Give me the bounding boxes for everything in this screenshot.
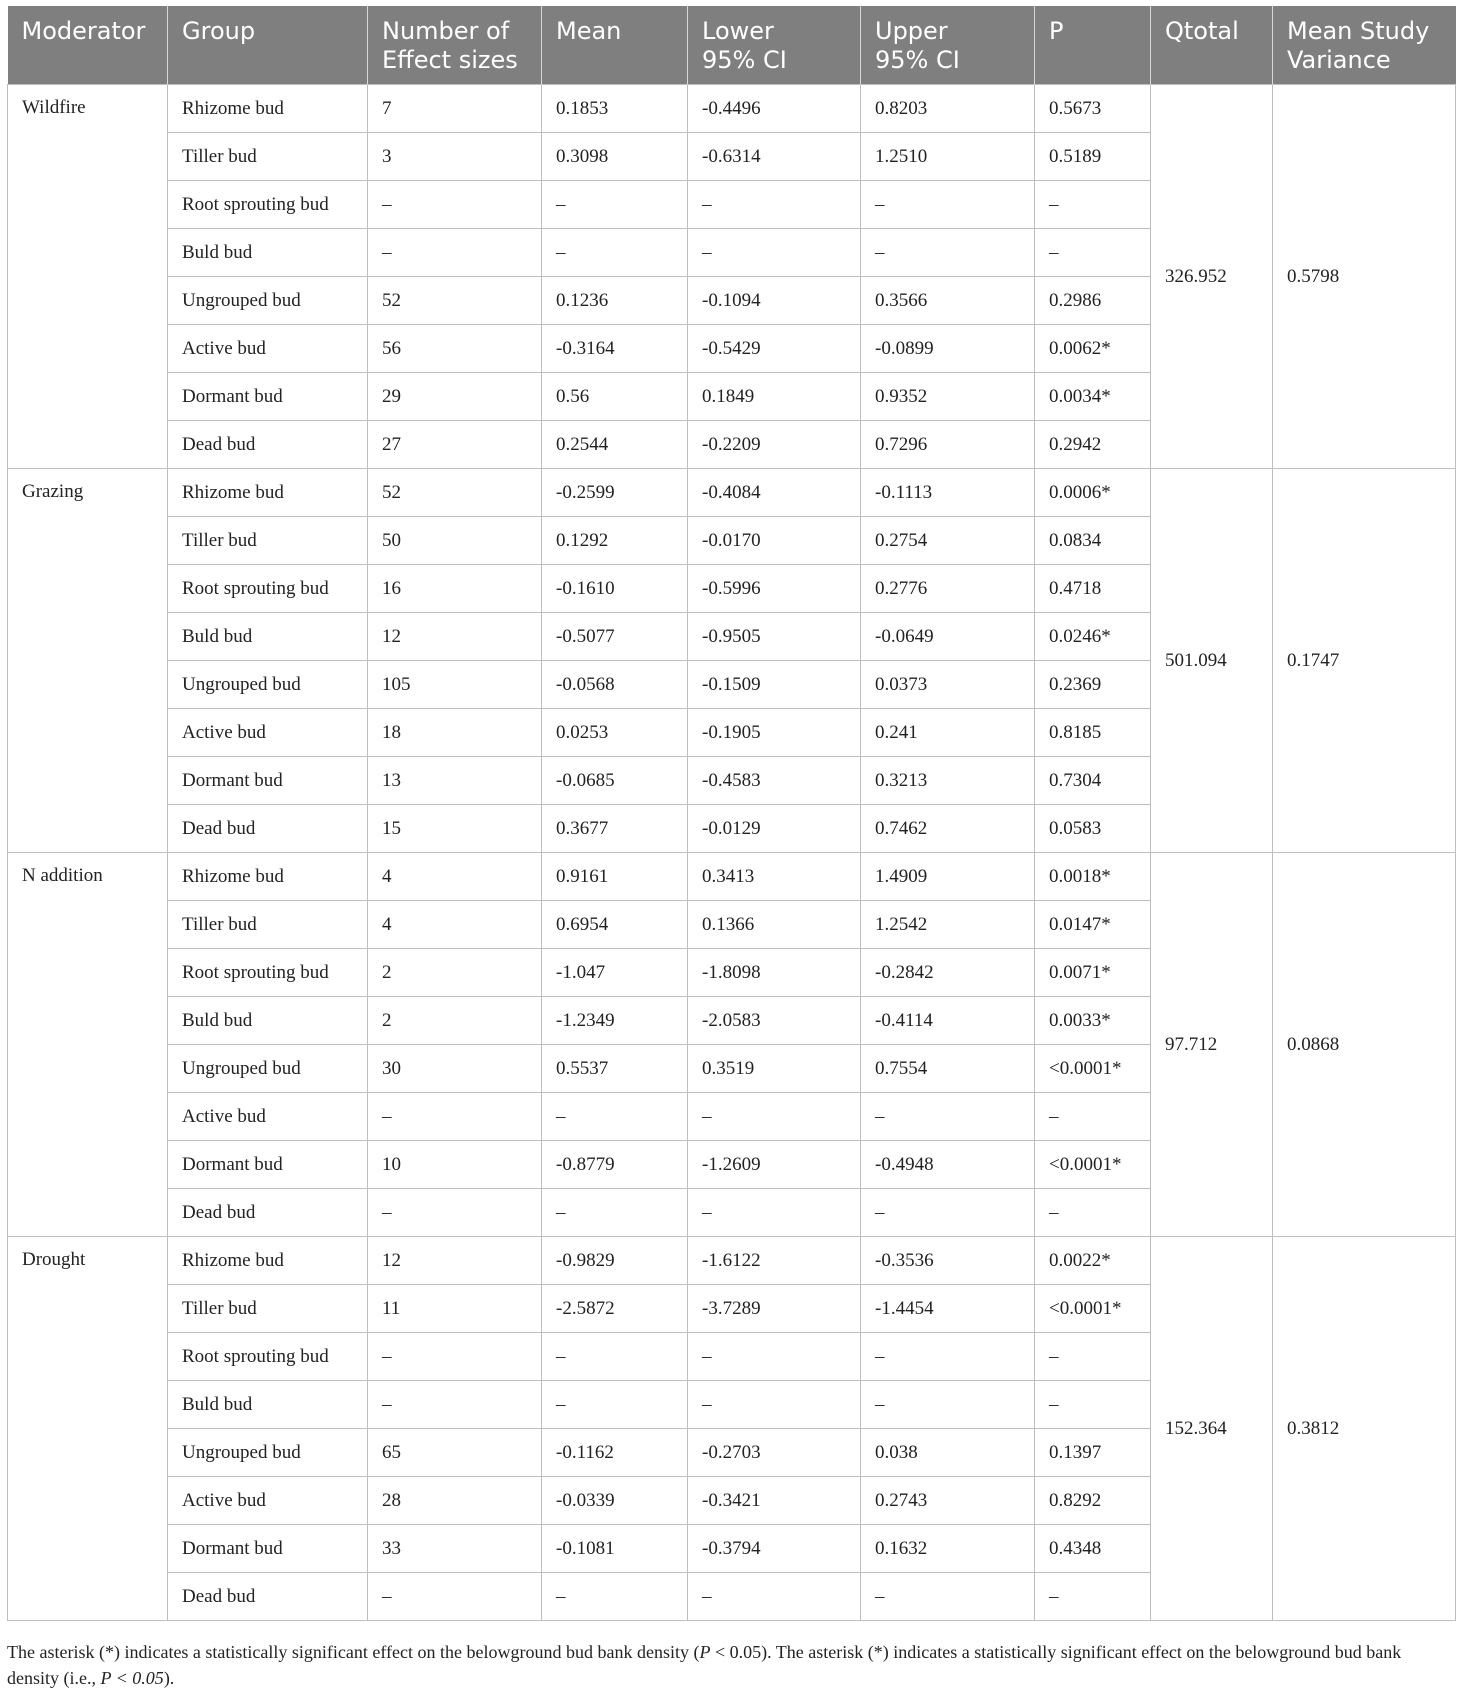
lower-ci-cell: 0.1849 <box>688 373 861 421</box>
lower-ci-cell: 0.3519 <box>688 1045 861 1093</box>
lower-ci-cell: -0.5996 <box>688 565 861 613</box>
mean-cell: -0.0568 <box>542 661 688 709</box>
upper-ci-cell: -0.2842 <box>861 949 1035 997</box>
group-cell: Tiller bud <box>168 1285 368 1333</box>
effect-sizes-cell: – <box>368 1573 542 1621</box>
mean-cell: – <box>542 1381 688 1429</box>
effect-sizes-cell: 2 <box>368 997 542 1045</box>
mean-study-variance-cell: 0.3812 <box>1273 1237 1456 1621</box>
effect-sizes-cell: 28 <box>368 1477 542 1525</box>
header-p: P <box>1035 6 1151 85</box>
lower-ci-cell: 0.1366 <box>688 901 861 949</box>
lower-ci-cell: -3.7289 <box>688 1285 861 1333</box>
p-value-cell: 0.0583 <box>1035 805 1151 853</box>
upper-ci-cell: 1.2510 <box>861 133 1035 181</box>
group-cell: Buld bud <box>168 997 368 1045</box>
effect-sizes-cell: 52 <box>368 277 542 325</box>
upper-ci-cell: -0.4114 <box>861 997 1035 1045</box>
moderator-cell: Wildfire <box>8 85 168 469</box>
mean-cell: -0.1162 <box>542 1429 688 1477</box>
group-cell: Rhizome bud <box>168 469 368 517</box>
effect-sizes-cell: – <box>368 1333 542 1381</box>
upper-ci-cell: – <box>861 1573 1035 1621</box>
upper-ci-cell: 0.7462 <box>861 805 1035 853</box>
moderator-results-table <box>7 6 1456 1621</box>
group-cell: Dormant bud <box>168 373 368 421</box>
lower-ci-cell: -0.9505 <box>688 613 861 661</box>
group-cell: Buld bud <box>168 1381 368 1429</box>
mean-cell: 0.5537 <box>542 1045 688 1093</box>
mean-cell: -2.5872 <box>542 1285 688 1333</box>
mean-cell: – <box>542 1573 688 1621</box>
group-cell: Rhizome bud <box>168 1237 368 1285</box>
lower-ci-cell: -0.0170 <box>688 517 861 565</box>
mean-study-variance-cell: 0.0868 <box>1273 853 1456 1237</box>
mean-cell: 0.6954 <box>542 901 688 949</box>
upper-ci-cell: -0.1113 <box>861 469 1035 517</box>
group-cell: Active bud <box>168 709 368 757</box>
p-value-cell: 0.8185 <box>1035 709 1151 757</box>
effect-sizes-cell: 18 <box>368 709 542 757</box>
lower-ci-cell: -0.5429 <box>688 325 861 373</box>
lower-ci-cell: -0.1905 <box>688 709 861 757</box>
effect-sizes-cell: 2 <box>368 949 542 997</box>
effect-sizes-cell: – <box>368 181 542 229</box>
p-value-cell: – <box>1035 1189 1151 1237</box>
mean-cell: 0.0253 <box>542 709 688 757</box>
lower-ci-cell: -0.0129 <box>688 805 861 853</box>
lower-ci-cell: – <box>688 1573 861 1621</box>
group-cell: Ungrouped bud <box>168 661 368 709</box>
group-cell: Buld bud <box>168 613 368 661</box>
header-upper-ci: Upper 95% CI <box>861 6 1035 85</box>
effect-sizes-cell: – <box>368 1381 542 1429</box>
effect-sizes-cell: 12 <box>368 1237 542 1285</box>
lower-ci-cell: – <box>688 1381 861 1429</box>
group-cell: Dead bud <box>168 421 368 469</box>
p-value-cell: – <box>1035 229 1151 277</box>
mean-cell: -1.047 <box>542 949 688 997</box>
group-cell: Root sprouting bud <box>168 565 368 613</box>
qtotal-cell: 152.364 <box>1151 1237 1273 1621</box>
effect-sizes-cell: 105 <box>368 661 542 709</box>
qtotal-cell: 501.094 <box>1151 469 1273 853</box>
moderator-cell: N addition <box>8 853 168 1237</box>
footnote-p-threshold: P < 0.05 <box>100 1668 164 1688</box>
group-cell: Dead bud <box>168 1189 368 1237</box>
table-row <box>8 85 1456 133</box>
effect-sizes-cell: 16 <box>368 565 542 613</box>
table-row <box>8 1237 1456 1285</box>
upper-ci-cell: – <box>861 229 1035 277</box>
group-cell: Rhizome bud <box>168 85 368 133</box>
upper-ci-cell: 0.2743 <box>861 1477 1035 1525</box>
results-table-container <box>7 6 1455 1621</box>
group-cell: Dead bud <box>168 1573 368 1621</box>
mean-cell: -1.2349 <box>542 997 688 1045</box>
table-header-row <box>8 6 1456 85</box>
header-mean-study-variance: Mean Study Variance <box>1273 6 1456 85</box>
lower-ci-cell: – <box>688 229 861 277</box>
lower-ci-cell: -2.0583 <box>688 997 861 1045</box>
upper-ci-cell: – <box>861 1189 1035 1237</box>
p-value-cell: 0.4348 <box>1035 1525 1151 1573</box>
upper-ci-cell: 0.038 <box>861 1429 1035 1477</box>
effect-sizes-cell: 27 <box>368 421 542 469</box>
qtotal-cell: 97.712 <box>1151 853 1273 1237</box>
upper-ci-cell: 0.9352 <box>861 373 1035 421</box>
lower-ci-cell: -1.8098 <box>688 949 861 997</box>
header-number-of-effect-sizes: Number of Effect sizes <box>368 6 542 85</box>
p-value-cell: <0.0001* <box>1035 1285 1151 1333</box>
upper-ci-cell: 1.2542 <box>861 901 1035 949</box>
footnote-text-2: < 0.05). The asterisk (*) indicates a statistically significant effect on the belowground bud bank density (i.e., <box>7 1642 1402 1688</box>
lower-ci-cell: -0.3421 <box>688 1477 861 1525</box>
p-value-cell: – <box>1035 1573 1151 1621</box>
p-value-cell: 0.0006* <box>1035 469 1151 517</box>
p-value-cell: – <box>1035 1333 1151 1381</box>
group-cell: Root sprouting bud <box>168 1333 368 1381</box>
group-cell: Ungrouped bud <box>168 1429 368 1477</box>
lower-ci-cell: – <box>688 1093 861 1141</box>
p-value-cell: 0.1397 <box>1035 1429 1151 1477</box>
mean-cell: -0.5077 <box>542 613 688 661</box>
lower-ci-cell: -0.4496 <box>688 85 861 133</box>
mean-cell: – <box>542 1093 688 1141</box>
lower-ci-cell: -1.2609 <box>688 1141 861 1189</box>
group-cell: Root sprouting bud <box>168 181 368 229</box>
lower-ci-cell: – <box>688 1333 861 1381</box>
group-cell: Dead bud <box>168 805 368 853</box>
effect-sizes-cell: 56 <box>368 325 542 373</box>
p-value-cell: – <box>1035 1381 1151 1429</box>
effect-sizes-cell: 15 <box>368 805 542 853</box>
effect-sizes-cell: – <box>368 1093 542 1141</box>
footnote-text-3: ). <box>163 1668 175 1688</box>
mean-cell: – <box>542 1189 688 1237</box>
footnote-p-symbol: P <box>699 1642 711 1662</box>
effect-sizes-cell: 29 <box>368 373 542 421</box>
effect-sizes-cell: 10 <box>368 1141 542 1189</box>
group-cell: Active bud <box>168 325 368 373</box>
upper-ci-cell: 0.2776 <box>861 565 1035 613</box>
mean-cell: – <box>542 181 688 229</box>
mean-cell: – <box>542 1333 688 1381</box>
lower-ci-cell: -0.4084 <box>688 469 861 517</box>
p-value-cell: 0.2369 <box>1035 661 1151 709</box>
upper-ci-cell: – <box>861 181 1035 229</box>
moderator-cell: Grazing <box>8 469 168 853</box>
group-cell: Dormant bud <box>168 757 368 805</box>
p-value-cell: <0.0001* <box>1035 1045 1151 1093</box>
lower-ci-cell: 0.3413 <box>688 853 861 901</box>
lower-ci-cell: -1.6122 <box>688 1237 861 1285</box>
mean-cell: -0.1610 <box>542 565 688 613</box>
p-value-cell: 0.0071* <box>1035 949 1151 997</box>
p-value-cell: 0.5189 <box>1035 133 1151 181</box>
upper-ci-cell: -0.4948 <box>861 1141 1035 1189</box>
group-cell: Rhizome bud <box>168 853 368 901</box>
mean-cell: -0.0685 <box>542 757 688 805</box>
lower-ci-cell: -0.6314 <box>688 133 861 181</box>
mean-cell: 0.3677 <box>542 805 688 853</box>
p-value-cell: 0.5673 <box>1035 85 1151 133</box>
upper-ci-cell: -0.3536 <box>861 1237 1035 1285</box>
group-cell: Tiller bud <box>168 517 368 565</box>
effect-sizes-cell: 13 <box>368 757 542 805</box>
upper-ci-cell: -1.4454 <box>861 1285 1035 1333</box>
upper-ci-cell: 0.7296 <box>861 421 1035 469</box>
p-value-cell: 0.8292 <box>1035 1477 1151 1525</box>
p-value-cell: 0.0062* <box>1035 325 1151 373</box>
upper-ci-cell: – <box>861 1093 1035 1141</box>
mean-cell: 0.56 <box>542 373 688 421</box>
upper-ci-cell: 0.8203 <box>861 85 1035 133</box>
header-group: Group <box>168 6 368 85</box>
upper-ci-cell: 0.3213 <box>861 757 1035 805</box>
p-value-cell: 0.0033* <box>1035 997 1151 1045</box>
group-cell: Tiller bud <box>168 901 368 949</box>
upper-ci-cell: 0.2754 <box>861 517 1035 565</box>
header-mean: Mean <box>542 6 688 85</box>
effect-sizes-cell: 65 <box>368 1429 542 1477</box>
effect-sizes-cell: – <box>368 1189 542 1237</box>
upper-ci-cell: – <box>861 1333 1035 1381</box>
effect-sizes-cell: 3 <box>368 133 542 181</box>
upper-ci-cell: 0.3566 <box>861 277 1035 325</box>
lower-ci-cell: – <box>688 181 861 229</box>
mean-cell: -0.3164 <box>542 325 688 373</box>
upper-ci-cell: 0.7554 <box>861 1045 1035 1093</box>
lower-ci-cell: – <box>688 1189 861 1237</box>
mean-cell: 0.2544 <box>542 421 688 469</box>
table-row <box>8 853 1456 901</box>
group-cell: Dormant bud <box>168 1141 368 1189</box>
group-cell: Root sprouting bud <box>168 949 368 997</box>
effect-sizes-cell: 4 <box>368 901 542 949</box>
effect-sizes-cell: 30 <box>368 1045 542 1093</box>
qtotal-cell: 326.952 <box>1151 85 1273 469</box>
mean-study-variance-cell: 0.1747 <box>1273 469 1456 853</box>
effect-sizes-cell: 52 <box>368 469 542 517</box>
p-value-cell: – <box>1035 1093 1151 1141</box>
upper-ci-cell: -0.0899 <box>861 325 1035 373</box>
effect-sizes-cell: 7 <box>368 85 542 133</box>
header-qtotal: Qtotal <box>1151 6 1273 85</box>
mean-cell: -0.0339 <box>542 1477 688 1525</box>
lower-ci-cell: -0.1509 <box>688 661 861 709</box>
upper-ci-cell: -0.0649 <box>861 613 1035 661</box>
effect-sizes-cell: 50 <box>368 517 542 565</box>
lower-ci-cell: -0.4583 <box>688 757 861 805</box>
effect-sizes-cell: 33 <box>368 1525 542 1573</box>
lower-ci-cell: -0.3794 <box>688 1525 861 1573</box>
p-value-cell: 0.0246* <box>1035 613 1151 661</box>
lower-ci-cell: -0.1094 <box>688 277 861 325</box>
p-value-cell: 0.0022* <box>1035 1237 1151 1285</box>
mean-cell: -0.1081 <box>542 1525 688 1573</box>
p-value-cell: 0.0018* <box>1035 853 1151 901</box>
table-row <box>8 469 1456 517</box>
group-cell: Active bud <box>168 1477 368 1525</box>
effect-sizes-cell: 12 <box>368 613 542 661</box>
table-footnote <box>7 1639 1455 1691</box>
p-value-cell: <0.0001* <box>1035 1141 1151 1189</box>
mean-cell: 0.1292 <box>542 517 688 565</box>
mean-cell: 0.1853 <box>542 85 688 133</box>
upper-ci-cell: 0.0373 <box>861 661 1035 709</box>
upper-ci-cell: 0.1632 <box>861 1525 1035 1573</box>
group-cell: Dormant bud <box>168 1525 368 1573</box>
p-value-cell: – <box>1035 181 1151 229</box>
p-value-cell: 0.0147* <box>1035 901 1151 949</box>
mean-cell: 0.3098 <box>542 133 688 181</box>
effect-sizes-cell: 4 <box>368 853 542 901</box>
group-cell: Ungrouped bud <box>168 277 368 325</box>
upper-ci-cell: 1.4909 <box>861 853 1035 901</box>
footnote-text-1: The asterisk (*) indicates a statistically significant effect on the belowground bud bank density ( <box>7 1642 700 1662</box>
lower-ci-cell: -0.2703 <box>688 1429 861 1477</box>
lower-ci-cell: -0.2209 <box>688 421 861 469</box>
upper-ci-cell: – <box>861 1381 1035 1429</box>
moderator-cell: Drought <box>8 1237 168 1621</box>
mean-study-variance-cell: 0.5798 <box>1273 85 1456 469</box>
p-value-cell: 0.4718 <box>1035 565 1151 613</box>
mean-cell: 0.1236 <box>542 277 688 325</box>
p-value-cell: 0.0034* <box>1035 373 1151 421</box>
mean-cell: -0.8779 <box>542 1141 688 1189</box>
p-value-cell: 0.7304 <box>1035 757 1151 805</box>
upper-ci-cell: 0.241 <box>861 709 1035 757</box>
group-cell: Ungrouped bud <box>168 1045 368 1093</box>
group-cell: Tiller bud <box>168 133 368 181</box>
header-lower-ci: Lower 95% CI <box>688 6 861 85</box>
mean-cell: -0.9829 <box>542 1237 688 1285</box>
mean-cell: -0.2599 <box>542 469 688 517</box>
table-body <box>8 85 1456 1621</box>
mean-cell: – <box>542 229 688 277</box>
p-value-cell: 0.2986 <box>1035 277 1151 325</box>
group-cell: Buld bud <box>168 229 368 277</box>
group-cell: Active bud <box>168 1093 368 1141</box>
effect-sizes-cell: 11 <box>368 1285 542 1333</box>
effect-sizes-cell: – <box>368 229 542 277</box>
header-moderator: Moderator <box>8 6 168 85</box>
mean-cell: 0.9161 <box>542 853 688 901</box>
p-value-cell: 0.2942 <box>1035 421 1151 469</box>
p-value-cell: 0.0834 <box>1035 517 1151 565</box>
